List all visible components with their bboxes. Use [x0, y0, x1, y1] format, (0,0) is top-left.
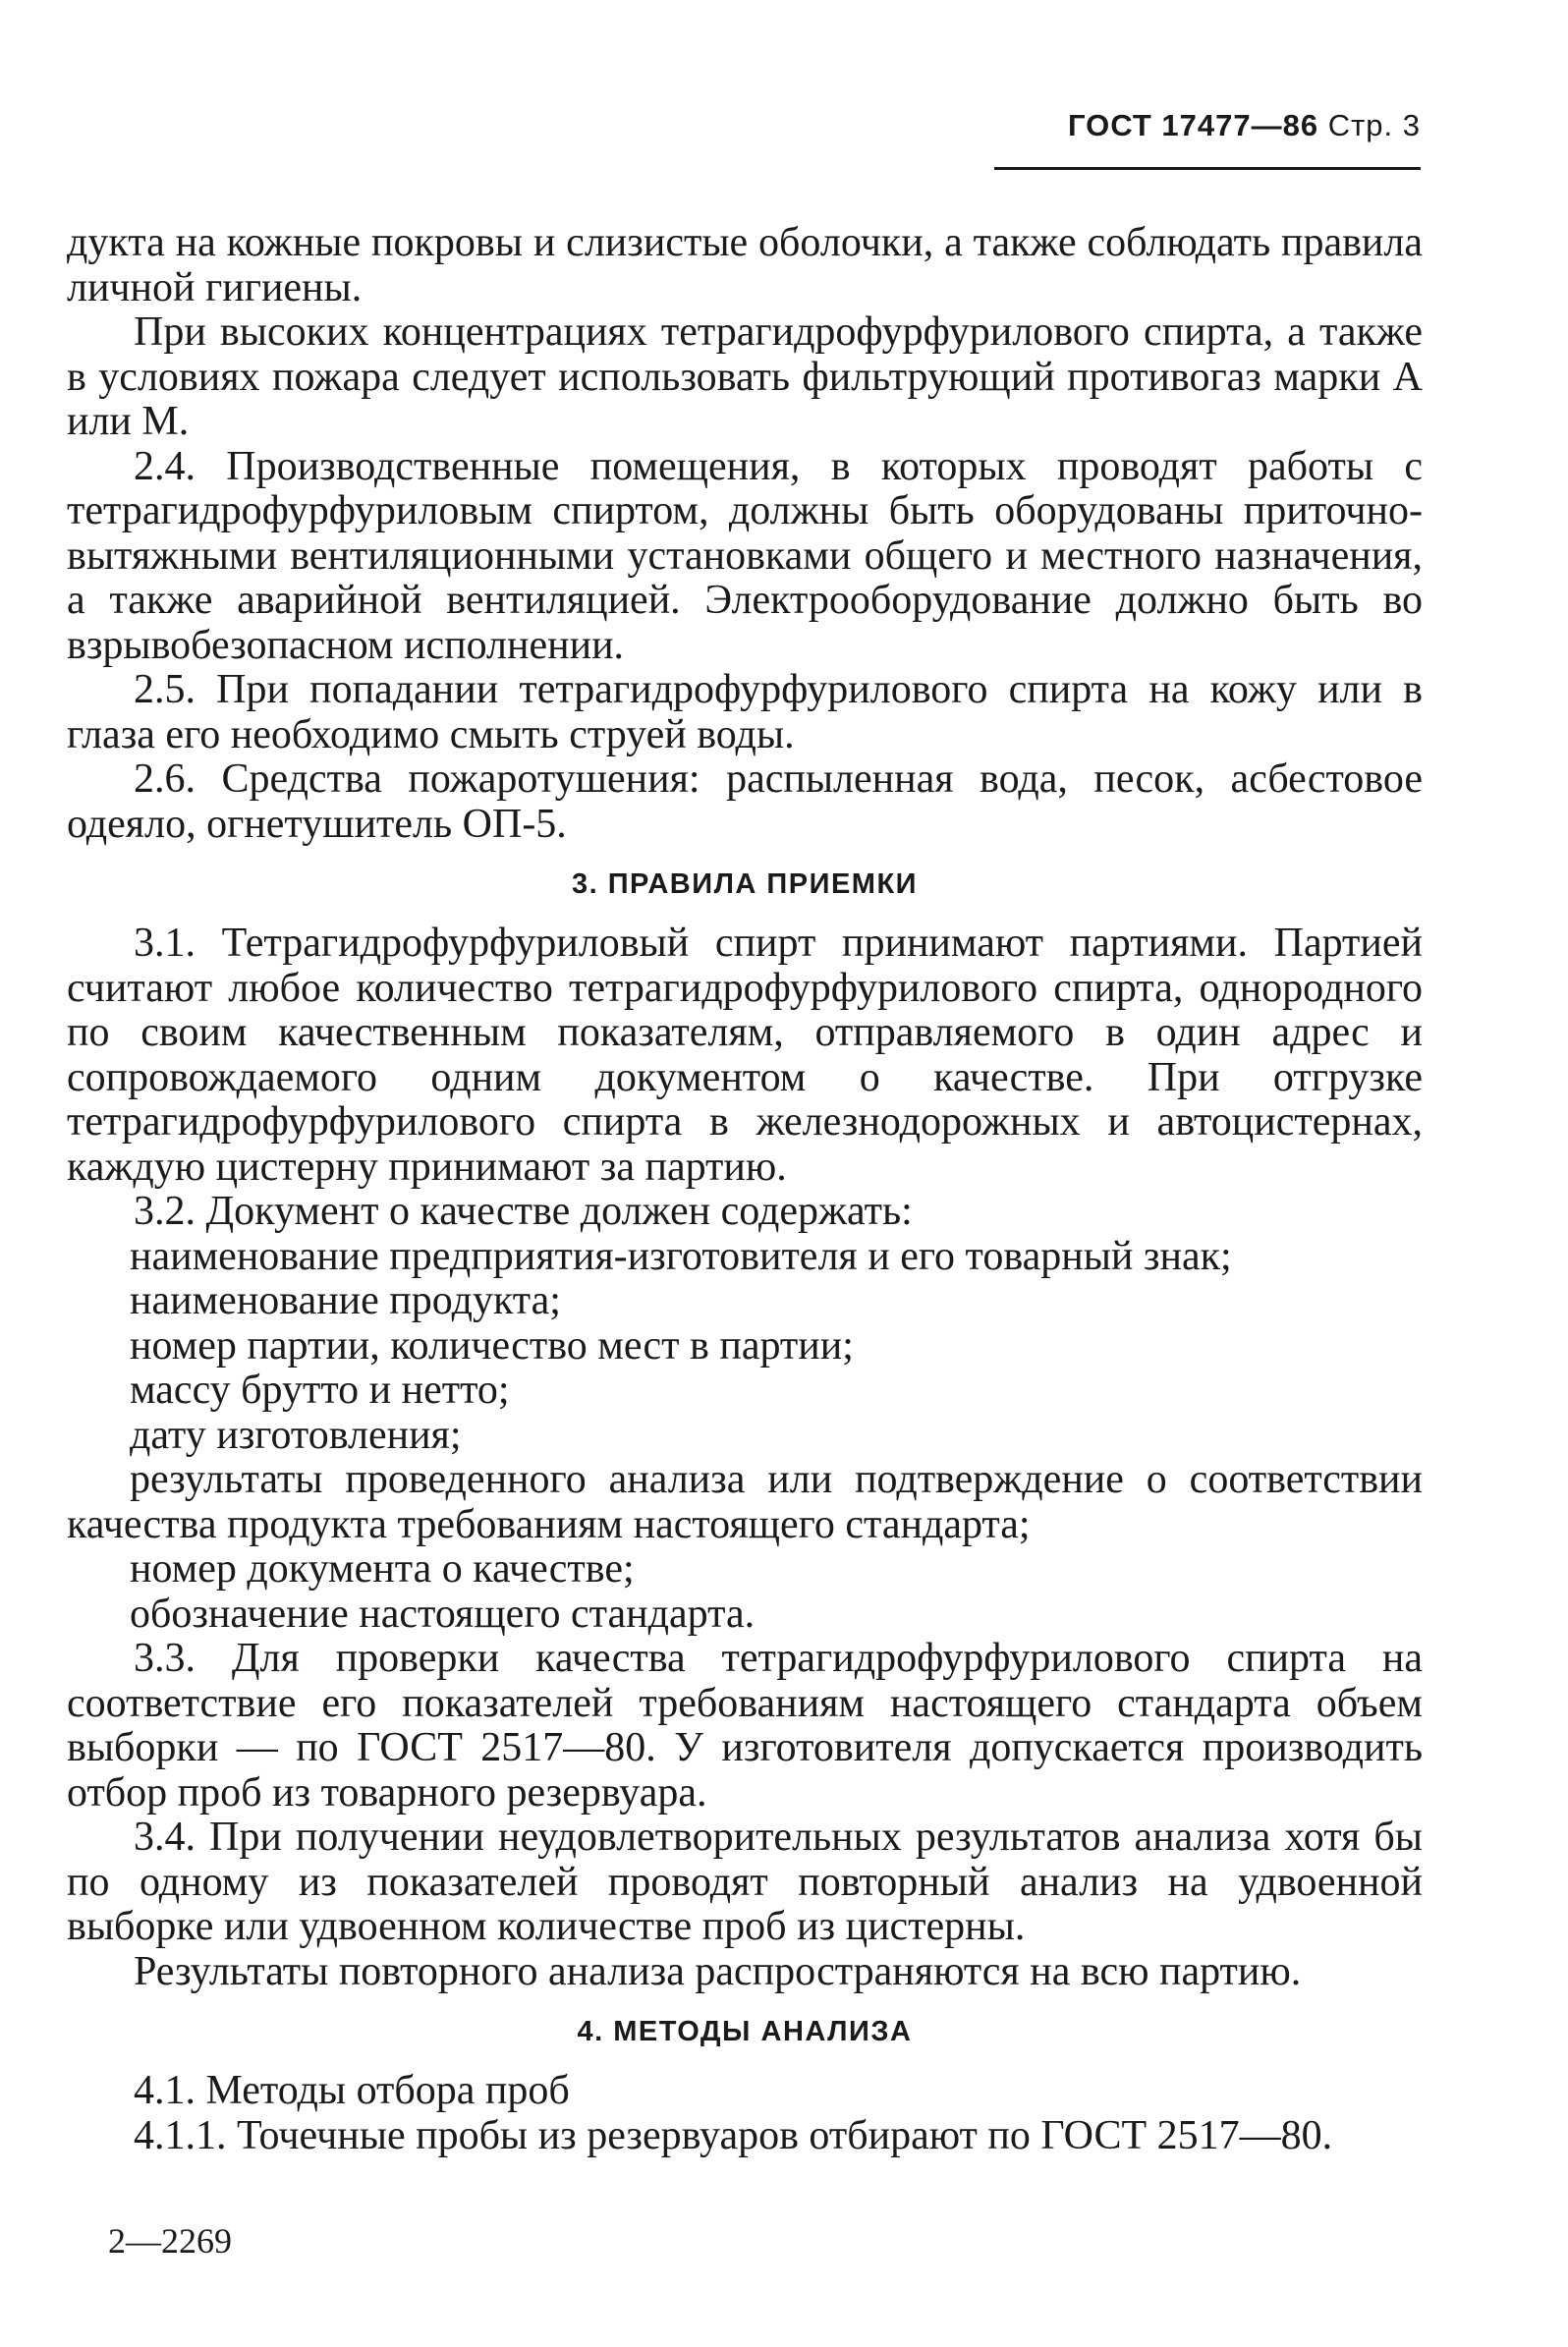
body-text [67, 221, 1423, 2158]
running-header [994, 108, 1421, 143]
paragraph-2-4: 2.4. Производственные помещения, в которых проводят работы с тетрагидрофурфуриловым спиртом, должны быть оборудованы приточно-вытяжными вентиляционными установками общего и местного назначения, а также аварийной вентиляцией. Электрооборудование должно быть во взрывобезопасном исполнении. [67, 443, 1423, 668]
list-item: результаты проведенного анализа или подтверждение о соответствии качества продукта требованиям настоящего стандарта; [67, 1457, 1423, 1547]
print-code: 2—2269 [108, 2221, 232, 2261]
paragraph-2-6: 2.6. Средства пожаротушения: распыленная вода, песок, асбестовое одеяло, огнетушитель ОП-5. [67, 756, 1423, 847]
paragraph-3-2: 3.2. Документ о качестве должен содержать: [134, 1189, 913, 1234]
list-item: номер документа о качестве; [130, 1546, 635, 1592]
section-3-heading: 3. ПРАВИЛА ПРИЕМКИ [571, 868, 919, 900]
standard-number: ГОСТ 17477—86 [1067, 108, 1319, 142]
paragraph-continuation: дукта на кожные покровы и слизистые оболочки, а также соблюдать правила личной гигиены. [67, 220, 1423, 310]
list-item: обозначение настоящего стандарта. [130, 1591, 756, 1637]
list-item: наименование продукта; [130, 1278, 561, 1323]
paragraph-4-1: 4.1. Методы отбора проб [134, 2068, 570, 2113]
page-number: Стр. 3 [1327, 108, 1421, 142]
section-4-heading: 4. МЕТОДЫ АНАЛИЗА [577, 2016, 913, 2047]
paragraph-3-1: 3.1. Тетрагидрофурфуриловый спирт принимают партиями. Партией считают любое количество тетрагидрофурфурилового спирта, однородного по своим качественным показателям, отправляемого в один адрес и сопровождаемого одним документом о качестве. При отгрузке тетрагидрофурфурилового спирта в железнодорожных и автоцистернах, каждую цистерну принимают за партию. [67, 921, 1423, 1190]
list-item: массу брутто и нетто; [130, 1368, 510, 1413]
list-item: номер партии, количество мест в партии; [130, 1322, 854, 1369]
paragraph-2-5: 2.5. При попадании тетрагидрофурфурилового спирта на кожу или в глаза его необходимо смыть струей воды. [67, 667, 1423, 757]
paragraph-3-3: 3.3. Для проверки качества тетрагидрофурфурилового спирта на соответствие его показателей требованиям настоящего стандарта объем выборки — по ГОСТ 2517—80. У изготовителя допускается производить отбор проб из товарного резервуара. [67, 1636, 1423, 1816]
list-item: дату изготовления; [130, 1412, 462, 1458]
paragraph-4-1-1: 4.1.1. Точечные пробы из резервуаров отбирают по ГОСТ 2517—80. [134, 2112, 1333, 2158]
paragraph-3-4-results: Результаты повторного анализа распространяются на всю партию. [134, 1948, 1302, 1994]
paragraph-gas-mask: При высоких концентрациях тетрагидрофурфурилового спирта, а также в условиях пожара следует использовать фильтрующий противогаз марки А или М. [67, 309, 1423, 444]
list-item: наименование предприятия-изготовителя и его товарный знак; [130, 1233, 1232, 1279]
paragraph-3-4: 3.4. При получении неудовлетворительных результатов анализа хотя бы по одному из показателей проводят повторный анализ на удвоенной выборке или удвоенном количестве проб из цистерны. [67, 1815, 1423, 1949]
header-rule [994, 167, 1421, 170]
